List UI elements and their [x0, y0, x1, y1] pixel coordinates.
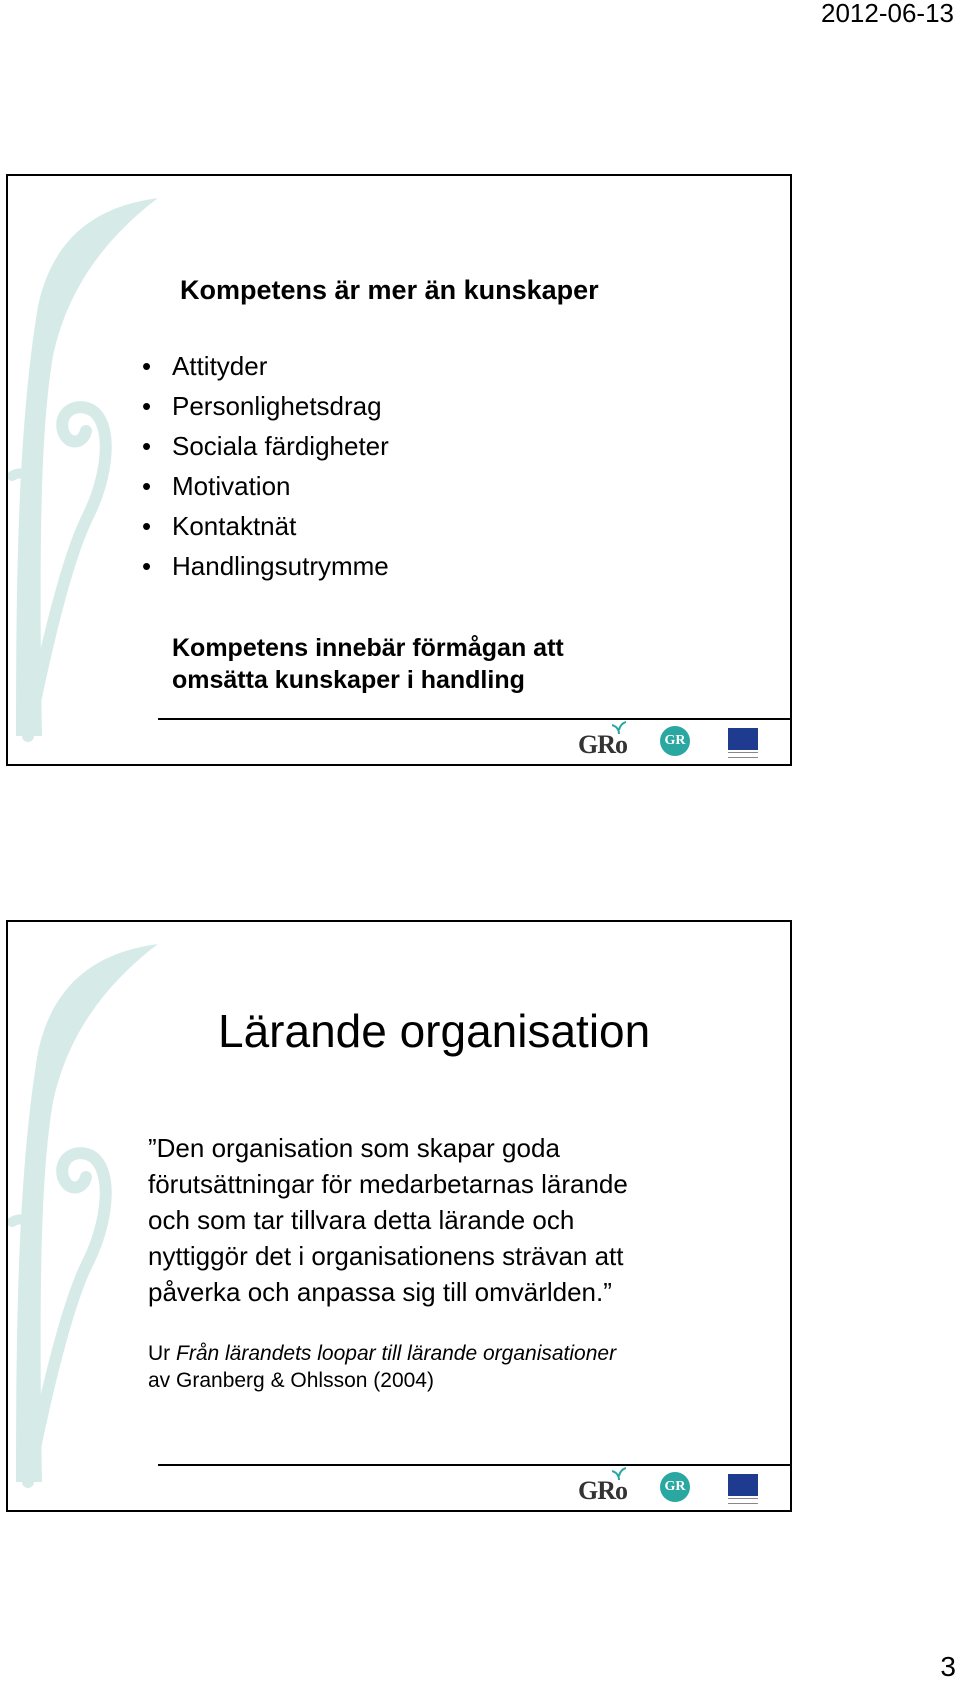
- quote-line: och som tar tillvara detta lärande och: [148, 1205, 575, 1235]
- gro-logo: GRo: [578, 1476, 627, 1506]
- conclusion-text: [172, 632, 564, 696]
- slide-kompetens: [6, 174, 792, 766]
- footer-logos: [578, 726, 778, 760]
- eu-flag-icon: [728, 1474, 758, 1496]
- list-item: • Sociala färdigheter: [142, 426, 389, 466]
- slide-larande-organisation: [6, 920, 792, 1512]
- slide-title: Lärande organisation: [218, 1005, 651, 1057]
- conclusion-line: omsätta kunskaper i handling: [172, 666, 525, 694]
- list-item: • Kontaktnät: [142, 506, 389, 546]
- footer-logos: [578, 1472, 778, 1506]
- footer-divider: [158, 718, 790, 720]
- list-item: • Personlighetsdrag: [142, 386, 389, 426]
- slide-title: Kompetens är mer än kunskaper: [180, 275, 599, 305]
- eu-flag-icon: [728, 728, 758, 750]
- footer-divider: [158, 1464, 790, 1466]
- eu-caption: [728, 1498, 758, 1504]
- source-authors: av Granberg & Ohlsson (2004): [148, 1369, 434, 1392]
- list-item: • Motivation: [142, 466, 389, 506]
- source-citation: [148, 1340, 616, 1394]
- gr-logo: GR: [660, 726, 690, 756]
- page-number: 3: [940, 1651, 956, 1682]
- quote-line: förutsättningar för medarbetarnas lärande: [148, 1169, 628, 1199]
- gro-logo: GRo: [578, 730, 627, 760]
- source-prefix: Ur: [148, 1342, 176, 1365]
- list-item: • Attityder: [142, 346, 389, 386]
- quote-line: påverka och anpassa sig till omvärlden.”: [148, 1277, 612, 1307]
- conclusion-line: Kompetens innebär förmågan att: [172, 634, 564, 662]
- quote-line: nyttiggör det i organisationens strävan att: [148, 1241, 624, 1271]
- bullet-list: [142, 346, 389, 586]
- list-item: • Handlingsutrymme: [142, 546, 389, 586]
- page-date: 2012-06-13: [821, 0, 954, 28]
- eu-caption: [728, 752, 758, 758]
- gr-logo: GR: [660, 1472, 690, 1502]
- source-title: Från lärandets loopar till lärande organisationer: [176, 1342, 617, 1365]
- definition-quote: [148, 1130, 748, 1310]
- quote-line: ”Den organisation som skapar goda: [148, 1133, 560, 1163]
